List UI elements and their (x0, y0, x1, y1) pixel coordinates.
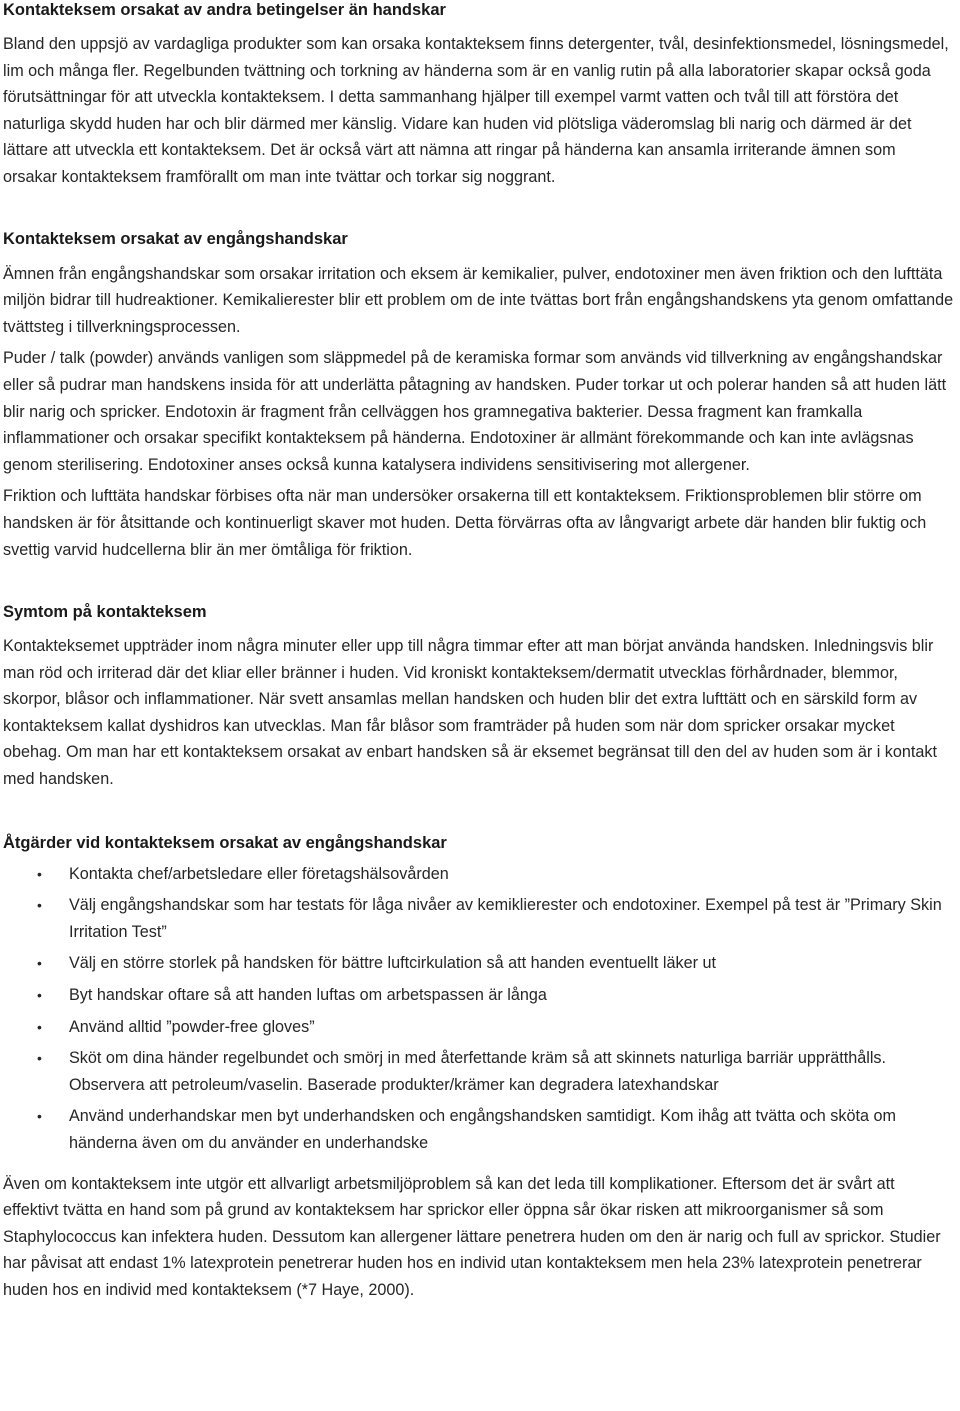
list-item (3, 1045, 954, 1098)
section-heading-disposable-gloves: Kontakteksem orsakat av engångshandskar (3, 229, 348, 248)
list-item-text: Använd alltid ”powder-free gloves” (69, 1017, 315, 1036)
section-heading-other-causes: Kontakteksem orsakat av andra betingelser än handskar (3, 1, 446, 19)
list-item (3, 861, 954, 888)
bullet-icon: • (37, 1050, 42, 1067)
paragraph-powder: Puder / talk (powder) används vanligen som släppmedel på de keramiska formar som används vid tillverkning av engångshandskar eller så pudrar man handskens insida för att underlätta påtagning av handsken. Puder torkar ut och polerar handen så att huden lätt blir narig och spricker. Endotoxin är fragment från cellväggen hos gramnegativa bakterier. Dessa fragment kan framkalla inflammationer och orsakar specifikt kontakteksem på händerna. Endotoxiner är allmänt förekommande och kan inte avlägsnas genom sterilisering. Endotoxiner anses också kunna katalysera individens sensitivisering mot allergener. (3, 349, 947, 474)
paragraph-complications: Även om kontakteksem inte utgör ett allvarligt arbetsmiljöproblem så kan det leda till komplikationer. Eftersom det är svårt att effektivt tvätta en hand som på grund av kontakteksem har sprickor eller öppna sår ökar risken att mikroorganismer så som Staphylococcus kan infektera huden. Dessutom kan allergener lättare penetrera huden om den är narig och full av sprickor. Studier har påvisat att endast 1% latexprotein penetrerar huden hos en individ utan kontakteksem men hela 23% latexprotein penetrerar huden hos en individ med kontakteksem (*7 Haye, 2000). (3, 1174, 941, 1299)
list-item (3, 1103, 954, 1156)
list-item (3, 982, 954, 1009)
list-item-text: Välj engångshandskar som har testats för låga nivåer av kemiklierester och endotoxiner. Exempel på test är ”Primary Skin Irritation Test” (69, 896, 942, 941)
list-item (3, 950, 954, 977)
list-item (3, 892, 954, 945)
measures-list (3, 861, 954, 1157)
paragraph-symptoms: Kontakteksemet uppträder inom några minuter eller upp till några timmar efter att man börjat använda handsken. Inledningsvis blir man röd och irriterad där det kliar eller bränner i huden. Vid kroniskt kontakteksem/dermatit utvecklas förhårdnader, blemmor, skorpor, blåsor och inflammationer. När svett ansamlas mellan handsken och huden blir det extra lufttätt och en särskild form av kontakteksem kallat dyshidros kan utvecklas. Man får blåsor som framträder på huden som när dom spricker orsakar mycket obehag. Om man har ett kontakteksem orsakat av enbart handsken så är eksemet begränsat till den del av huden som är i kontakt med handsken. (3, 637, 937, 789)
bullet-icon: • (37, 1018, 42, 1035)
bullet-icon: • (37, 987, 42, 1004)
list-item-text: Sköt om dina händer regelbundet och smörj in med återfettande kräm så att skinnets naturliga barriär upprätthålls. Observera att petroleum/vaselin. Baserade produkter/krämer kan degradera latexhandskar (69, 1049, 887, 1094)
paragraph-other-causes: Bland den uppsjö av vardagliga produkter som kan orsaka kontakteksem finns detergenter, tvål, desinfektionsmedel, lösningsmedel, lim och många fler. Regelbunden tvättning och torkning av händerna som är en vanlig rutin på alla laboratorier skapar också goda förutsättningar för att utveckla kontakteksem. I detta sammanhang hjälper till exempel varmt vatten och tvål till att förstöra det naturliga skydd huden har och blir därmed mer känslig. Vidare kan huden vid plötsliga väderomslag bli narig och därmed är det lättare att utveckla ett kontakteksem. Det är också värt att nämna att ringar på händerna kan ansamla irriterande ämnen som orsakar kontakteksem framförallt om man inte tvättar och torkar sig noggrant. (3, 35, 949, 186)
list-item (3, 1014, 954, 1041)
bullet-icon: • (37, 897, 42, 914)
bullet-icon: • (37, 1108, 42, 1125)
paragraph-chemicals: Ämnen från engångshandskar som orsakar irritation och eksem är kemikalier, pulver, endotoxiner men även friktion och den lufttäta miljön bidrar till hudreaktioner. Kemikalierester blir ett problem om de inte tvättas bort från engångshandskens yta genom omfattande tvättsteg i tillverkningsprocessen. (3, 264, 954, 336)
bullet-icon: • (37, 865, 42, 882)
list-item-text: Kontakta chef/arbetsledare eller företagshälsovården (69, 864, 449, 883)
list-item-text: Byt handskar oftare så att handen luftas om arbetspassen är långa (69, 986, 547, 1005)
paragraph-friction: Friktion och lufttäta handskar förbises ofta när man undersöker orsakerna till ett kontakteksem. Friktionsproblemen blir större om handsken är för åtsittande och kontinuerligt skaver mot huden. Detta förvärras ofta av långvarigt arbete där handen blir fuktig och svettig varvid hudcellerna blir än mer ömtåliga för friktion. (3, 487, 927, 559)
list-item-text: Använd underhandskar men byt underhandsken och engångshandsken samtidigt. Kom ihåg att tvätta och sköta om händerna även om du använder en underhandske (69, 1107, 896, 1152)
section-heading-symptoms: Symtom på kontakteksem (3, 603, 207, 622)
section-heading-measures: Åtgärder vid kontakteksem orsakat av engångshandskar (3, 833, 447, 852)
bullet-icon: • (37, 955, 42, 972)
list-item-text: Välj en större storlek på handsken för bättre luftcirkulation så att handen eventuellt läker ut (69, 954, 716, 973)
